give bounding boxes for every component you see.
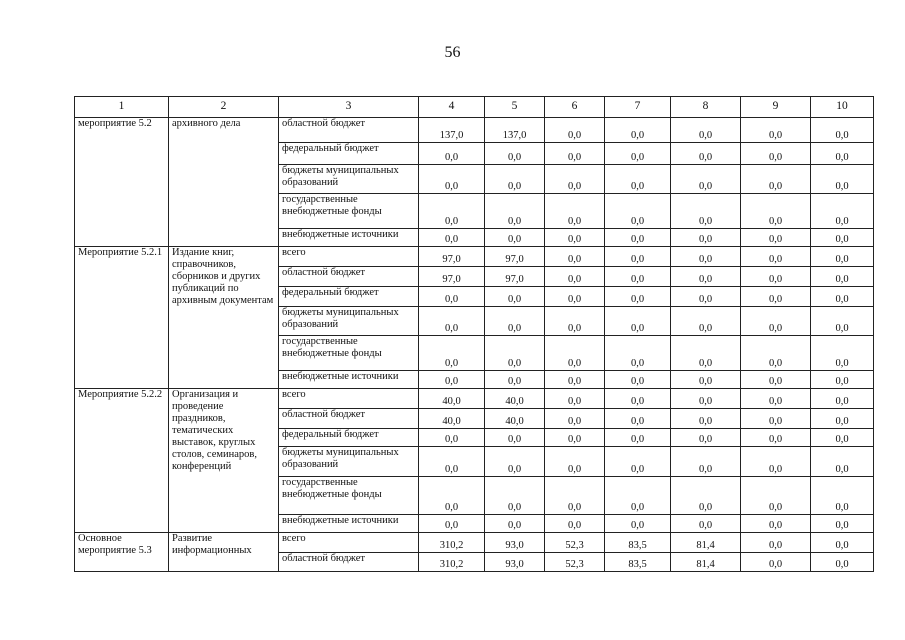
value-cell: 0,0 — [545, 287, 605, 307]
description-cell: Развитие информационных — [169, 533, 279, 572]
value-cell: 0,0 — [419, 477, 485, 515]
table-row — [75, 247, 874, 267]
value-cell: 0,0 — [741, 194, 811, 229]
value-cell: 0,0 — [671, 247, 741, 267]
value-cell: 0,0 — [605, 229, 671, 247]
value-cell: 0,0 — [419, 287, 485, 307]
value-cell: 0,0 — [671, 409, 741, 429]
funding-source-cell: внебюджетные источники — [279, 229, 419, 247]
value-cell: 0,0 — [811, 143, 874, 165]
value-cell: 137,0 — [419, 118, 485, 143]
value-cell: 0,0 — [419, 229, 485, 247]
value-cell: 0,0 — [741, 247, 811, 267]
value-cell: 0,0 — [811, 429, 874, 447]
value-cell: 0,0 — [741, 409, 811, 429]
funding-source-cell: государственные внебюджетные фонды — [279, 477, 419, 515]
value-cell: 0,0 — [741, 447, 811, 477]
column-header: 4 — [419, 97, 485, 118]
value-cell: 0,0 — [605, 336, 671, 371]
value-cell: 0,0 — [605, 267, 671, 287]
value-cell: 0,0 — [605, 165, 671, 194]
value-cell: 0,0 — [741, 165, 811, 194]
column-header: 2 — [169, 97, 279, 118]
table-row — [75, 533, 874, 553]
value-cell: 0,0 — [419, 165, 485, 194]
funding-source-cell: областной бюджет — [279, 409, 419, 429]
value-cell: 0,0 — [741, 229, 811, 247]
value-cell: 0,0 — [741, 267, 811, 287]
value-cell: 0,0 — [485, 194, 545, 229]
funding-source-cell: федеральный бюджет — [279, 143, 419, 165]
value-cell: 0,0 — [671, 143, 741, 165]
value-cell: 310,2 — [419, 533, 485, 553]
column-header: 9 — [741, 97, 811, 118]
value-cell: 0,0 — [741, 553, 811, 572]
funding-source-cell: государственные внебюджетные фонды — [279, 194, 419, 229]
description-cell: Организация и проведение праздников, тематических выставок, круглых столов, семинаров, конференций — [169, 389, 279, 533]
value-cell: 0,0 — [419, 143, 485, 165]
value-cell: 0,0 — [485, 429, 545, 447]
value-cell: 0,0 — [671, 371, 741, 389]
value-cell: 0,0 — [485, 307, 545, 336]
value-cell: 0,0 — [671, 447, 741, 477]
value-cell: 40,0 — [419, 389, 485, 409]
column-header: 1 — [75, 97, 169, 118]
funding-source-cell: всего — [279, 389, 419, 409]
value-cell: 0,0 — [741, 307, 811, 336]
value-cell: 0,0 — [545, 371, 605, 389]
value-cell: 0,0 — [741, 389, 811, 409]
value-cell: 0,0 — [811, 533, 874, 553]
value-cell: 0,0 — [811, 267, 874, 287]
value-cell: 81,4 — [671, 533, 741, 553]
value-cell: 0,0 — [419, 307, 485, 336]
value-cell: 0,0 — [419, 336, 485, 371]
column-header: 5 — [485, 97, 545, 118]
value-cell: 0,0 — [485, 165, 545, 194]
value-cell: 52,3 — [545, 533, 605, 553]
funding-source-cell: бюджеты муниципальных образований — [279, 165, 419, 194]
column-header: 8 — [671, 97, 741, 118]
value-cell: 0,0 — [545, 143, 605, 165]
value-cell: 0,0 — [811, 229, 874, 247]
value-cell: 0,0 — [545, 194, 605, 229]
value-cell: 0,0 — [605, 409, 671, 429]
funding-source-cell: бюджеты муниципальных образований — [279, 307, 419, 336]
value-cell: 0,0 — [811, 336, 874, 371]
value-cell: 0,0 — [605, 429, 671, 447]
value-cell: 0,0 — [485, 371, 545, 389]
value-cell: 0,0 — [485, 229, 545, 247]
value-cell: 0,0 — [545, 477, 605, 515]
value-cell: 0,0 — [605, 143, 671, 165]
value-cell: 0,0 — [545, 247, 605, 267]
value-cell: 0,0 — [605, 194, 671, 229]
value-cell: 0,0 — [545, 389, 605, 409]
value-cell: 0,0 — [545, 336, 605, 371]
table-row — [75, 118, 874, 143]
value-cell: 0,0 — [605, 477, 671, 515]
value-cell: 0,0 — [671, 165, 741, 194]
value-cell: 0,0 — [671, 429, 741, 447]
value-cell: 0,0 — [811, 389, 874, 409]
value-cell: 0,0 — [485, 143, 545, 165]
value-cell: 0,0 — [811, 287, 874, 307]
value-cell: 0,0 — [741, 143, 811, 165]
value-cell: 93,0 — [485, 533, 545, 553]
budget-table — [74, 96, 874, 572]
activity-cell: мероприятие 5.2 — [75, 118, 169, 247]
value-cell: 0,0 — [671, 307, 741, 336]
value-cell: 0,0 — [419, 447, 485, 477]
value-cell: 0,0 — [811, 165, 874, 194]
activity-cell: Мероприятие 5.2.1 — [75, 247, 169, 389]
value-cell: 0,0 — [741, 429, 811, 447]
funding-source-cell: областной бюджет — [279, 553, 419, 572]
activity-cell: Мероприятие 5.2.2 — [75, 389, 169, 533]
value-cell: 0,0 — [485, 336, 545, 371]
value-cell: 310,2 — [419, 553, 485, 572]
value-cell: 0,0 — [545, 307, 605, 336]
value-cell: 97,0 — [485, 247, 545, 267]
value-cell: 0,0 — [605, 515, 671, 533]
value-cell: 81,4 — [671, 553, 741, 572]
value-cell: 0,0 — [671, 389, 741, 409]
value-cell: 0,0 — [811, 409, 874, 429]
value-cell: 0,0 — [545, 409, 605, 429]
funding-source-cell: областной бюджет — [279, 267, 419, 287]
value-cell: 40,0 — [485, 389, 545, 409]
value-cell: 0,0 — [741, 477, 811, 515]
value-cell: 0,0 — [545, 165, 605, 194]
value-cell: 0,0 — [605, 389, 671, 409]
value-cell: 0,0 — [741, 515, 811, 533]
value-cell: 0,0 — [419, 429, 485, 447]
value-cell: 0,0 — [811, 247, 874, 267]
value-cell: 0,0 — [811, 307, 874, 336]
value-cell: 0,0 — [605, 447, 671, 477]
column-header: 10 — [811, 97, 874, 118]
value-cell: 0,0 — [811, 477, 874, 515]
description-cell: Издание книг, справочников, сборников и других публикаций по архивным документам — [169, 247, 279, 389]
activity-cell: Основное мероприятие 5.3 — [75, 533, 169, 572]
value-cell: 0,0 — [741, 118, 811, 143]
table-row — [75, 389, 874, 409]
table-header — [75, 97, 874, 118]
funding-source-cell: федеральный бюджет — [279, 429, 419, 447]
value-cell: 0,0 — [485, 287, 545, 307]
value-cell: 0,0 — [485, 515, 545, 533]
value-cell: 0,0 — [811, 447, 874, 477]
value-cell: 0,0 — [545, 515, 605, 533]
value-cell: 137,0 — [485, 118, 545, 143]
column-header: 6 — [545, 97, 605, 118]
value-cell: 0,0 — [671, 287, 741, 307]
value-cell: 0,0 — [419, 194, 485, 229]
value-cell: 97,0 — [419, 247, 485, 267]
value-cell: 0,0 — [545, 429, 605, 447]
value-cell: 0,0 — [741, 336, 811, 371]
value-cell: 0,0 — [605, 371, 671, 389]
value-cell: 97,0 — [419, 267, 485, 287]
value-cell: 0,0 — [419, 371, 485, 389]
value-cell: 0,0 — [605, 287, 671, 307]
value-cell: 0,0 — [741, 371, 811, 389]
value-cell: 83,5 — [605, 553, 671, 572]
page-number: 56 — [444, 44, 461, 61]
value-cell: 40,0 — [485, 409, 545, 429]
funding-source-cell: всего — [279, 247, 419, 267]
header-row — [75, 97, 874, 118]
funding-source-cell: государственные внебюджетные фонды — [279, 336, 419, 371]
value-cell: 0,0 — [811, 118, 874, 143]
value-cell: 0,0 — [671, 194, 741, 229]
value-cell: 0,0 — [671, 267, 741, 287]
funding-source-cell: федеральный бюджет — [279, 287, 419, 307]
funding-source-cell: внебюджетные источники — [279, 515, 419, 533]
funding-source-cell: областной бюджет — [279, 118, 419, 143]
value-cell: 0,0 — [605, 118, 671, 143]
description-cell: архивного дела — [169, 118, 279, 247]
value-cell: 40,0 — [419, 409, 485, 429]
column-header: 7 — [605, 97, 671, 118]
table-body — [75, 118, 874, 572]
value-cell: 0,0 — [811, 194, 874, 229]
column-header: 3 — [279, 97, 419, 118]
value-cell: 0,0 — [671, 336, 741, 371]
value-cell: 93,0 — [485, 553, 545, 572]
value-cell: 0,0 — [485, 447, 545, 477]
value-cell: 83,5 — [605, 533, 671, 553]
value-cell: 0,0 — [545, 118, 605, 143]
value-cell: 0,0 — [605, 307, 671, 336]
value-cell: 0,0 — [671, 477, 741, 515]
value-cell: 0,0 — [671, 515, 741, 533]
value-cell: 0,0 — [605, 247, 671, 267]
value-cell: 0,0 — [741, 287, 811, 307]
funding-source-cell: бюджеты муниципальных образований — [279, 447, 419, 477]
value-cell: 0,0 — [545, 267, 605, 287]
value-cell: 0,0 — [671, 229, 741, 247]
value-cell: 0,0 — [485, 477, 545, 515]
value-cell: 0,0 — [741, 533, 811, 553]
value-cell: 97,0 — [485, 267, 545, 287]
value-cell: 52,3 — [545, 553, 605, 572]
value-cell: 0,0 — [419, 515, 485, 533]
funding-source-cell: всего — [279, 533, 419, 553]
funding-source-cell: внебюджетные источники — [279, 371, 419, 389]
value-cell: 0,0 — [671, 118, 741, 143]
value-cell: 0,0 — [545, 229, 605, 247]
value-cell: 0,0 — [545, 447, 605, 477]
value-cell: 0,0 — [811, 515, 874, 533]
value-cell: 0,0 — [811, 553, 874, 572]
value-cell: 0,0 — [811, 371, 874, 389]
